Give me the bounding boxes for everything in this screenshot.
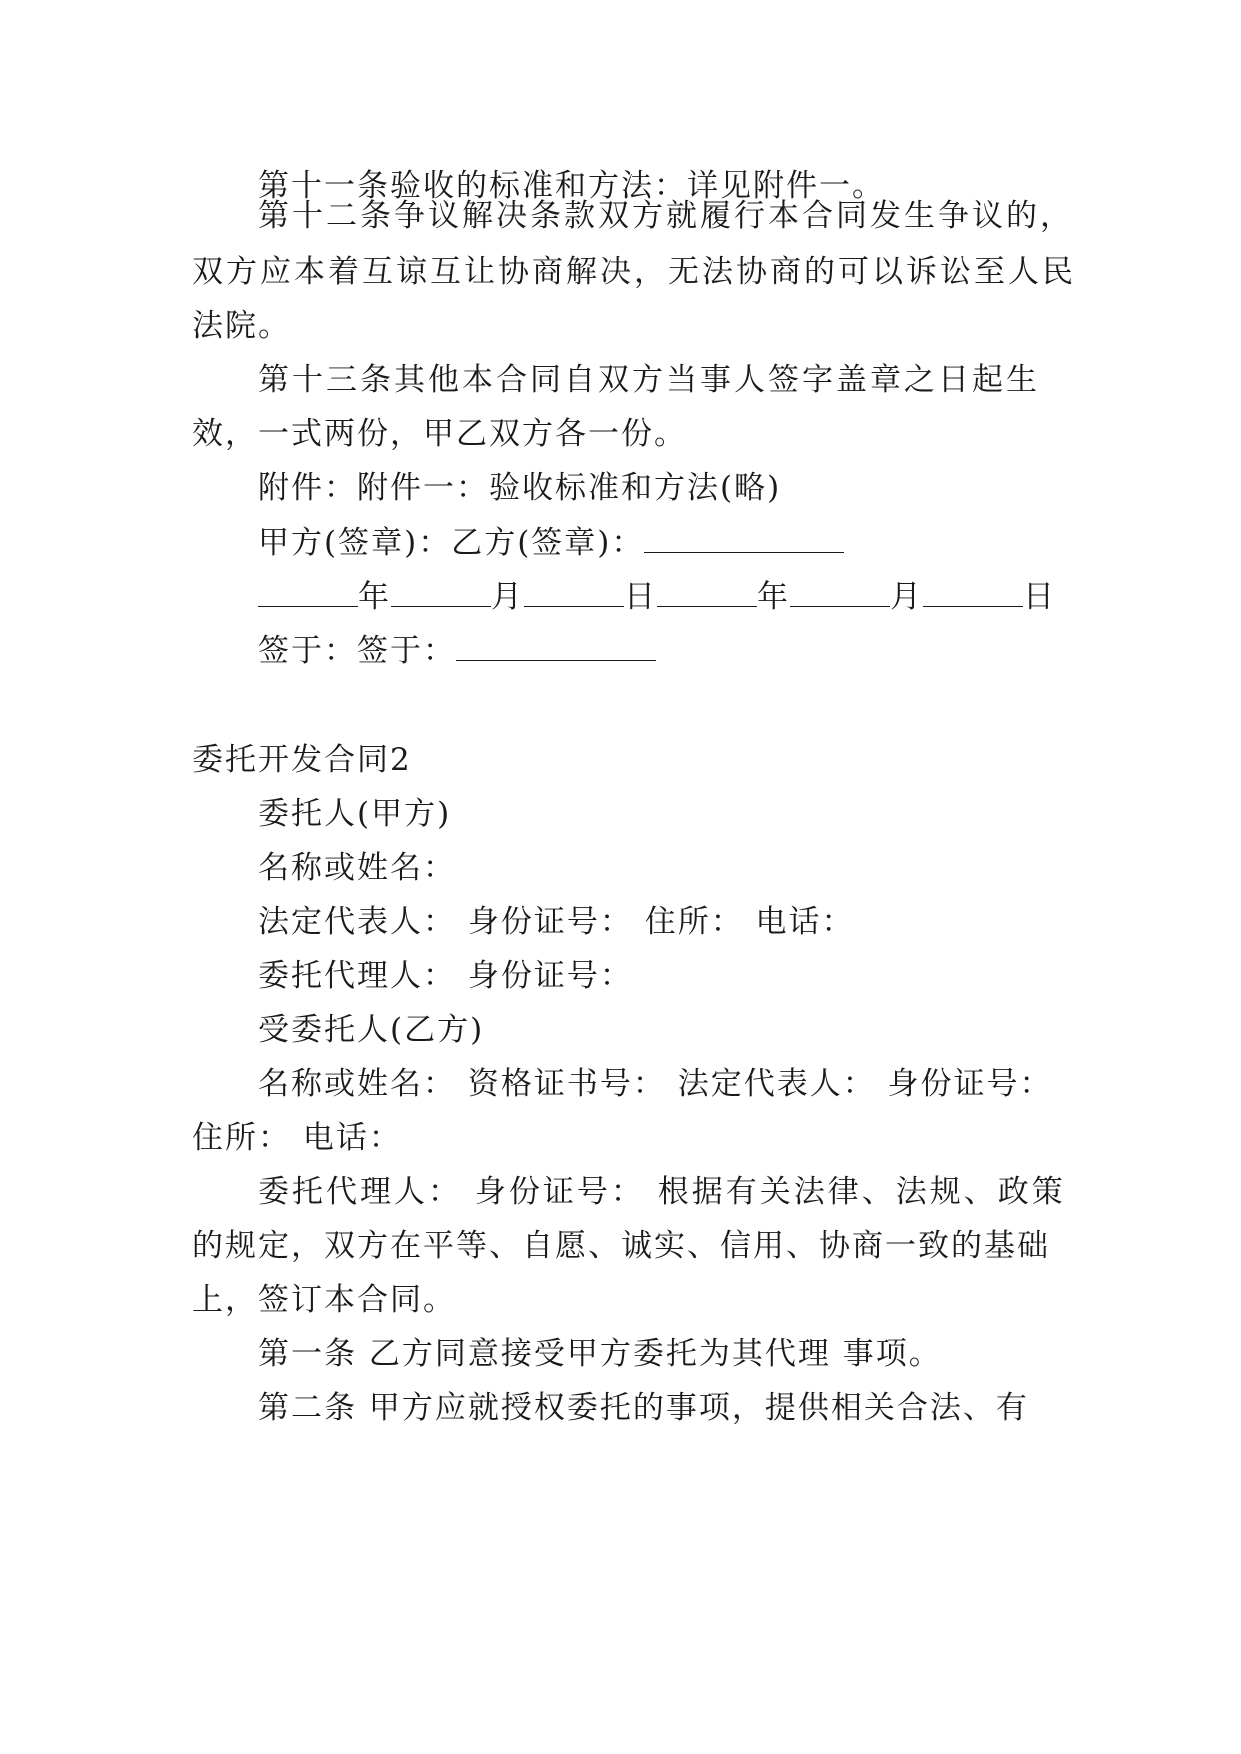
- signed-at-line: [258, 630, 656, 671]
- article-1-line: 第一条 乙方同意接受甲方委托为其代理 事项。: [258, 1336, 942, 1372]
- day-label-2: 日: [1023, 579, 1056, 615]
- article-2-line: 第二条 甲方应就授权委托的事项，提供相关合法、有: [258, 1390, 1029, 1426]
- client-agent-line: 委托代理人： 身份证号：: [258, 958, 633, 994]
- trustee-name-line: 名称或姓名： 资格证书号： 法定代表人： 身份证号：: [258, 1066, 1053, 1102]
- signature-seal-line: [258, 522, 844, 563]
- signed-at-blank: [456, 630, 656, 661]
- client-name-line: 名称或姓名：: [258, 850, 456, 886]
- day-label: 日: [624, 579, 657, 615]
- clause-12-line-3: 法院。: [192, 308, 291, 344]
- client-heading: 委托人(甲方): [258, 796, 452, 832]
- trustee-address-line: 住所： 电话：: [192, 1120, 402, 1156]
- attachment-line: 附件：附件一：验收标准和方法(略): [258, 470, 782, 506]
- clause-11-line: 第十一条验收的标准和方法：详见附件一。: [258, 168, 885, 204]
- day-blank: [524, 576, 624, 607]
- trustee-heading: 受委托人(乙方): [258, 1012, 485, 1048]
- year-blank-2: [657, 576, 757, 607]
- signature-blank: [644, 522, 844, 553]
- month-label-2: 月: [890, 579, 923, 615]
- month-blank: [391, 576, 491, 607]
- signed-at-label: 签于：签于：: [258, 633, 456, 669]
- trustee-agent-line: 委托代理人： 身份证号： 根据有关法律、法规、政策: [258, 1174, 1066, 1210]
- signature-date-line: [258, 576, 1056, 617]
- contract-2-title: 委托开发合同2: [192, 742, 412, 778]
- signature-seal-label: 甲方(签章)：乙方(签章)：: [258, 525, 645, 561]
- clause-13-line-2: 效，一式两份，甲乙双方各一份。: [192, 416, 687, 452]
- clause-12-line-1: 第十二条争议解决条款双方就履行本合同发生争议的，: [258, 198, 1074, 234]
- client-representative-line: 法定代表人： 身份证号： 住所： 电话：: [258, 904, 855, 940]
- year-blank: [258, 576, 358, 607]
- basis-line-2: 上，签订本合同。: [192, 1282, 456, 1318]
- day-blank-2: [923, 576, 1023, 607]
- clause-13-line-1: 第十三条其他本合同自双方当事人签字盖章之日起生: [258, 362, 1040, 398]
- basis-line-1: 的规定，双方在平等、自愿、诚实、信用、协商一致的基础: [192, 1228, 1050, 1264]
- month-label: 月: [491, 579, 524, 615]
- month-blank-2: [790, 576, 890, 607]
- year-label: 年: [358, 579, 391, 615]
- year-label-2: 年: [757, 579, 790, 615]
- clause-12-line-2: 双方应本着互谅互让协商解决，无法协商的可以诉讼至人民: [192, 254, 1076, 290]
